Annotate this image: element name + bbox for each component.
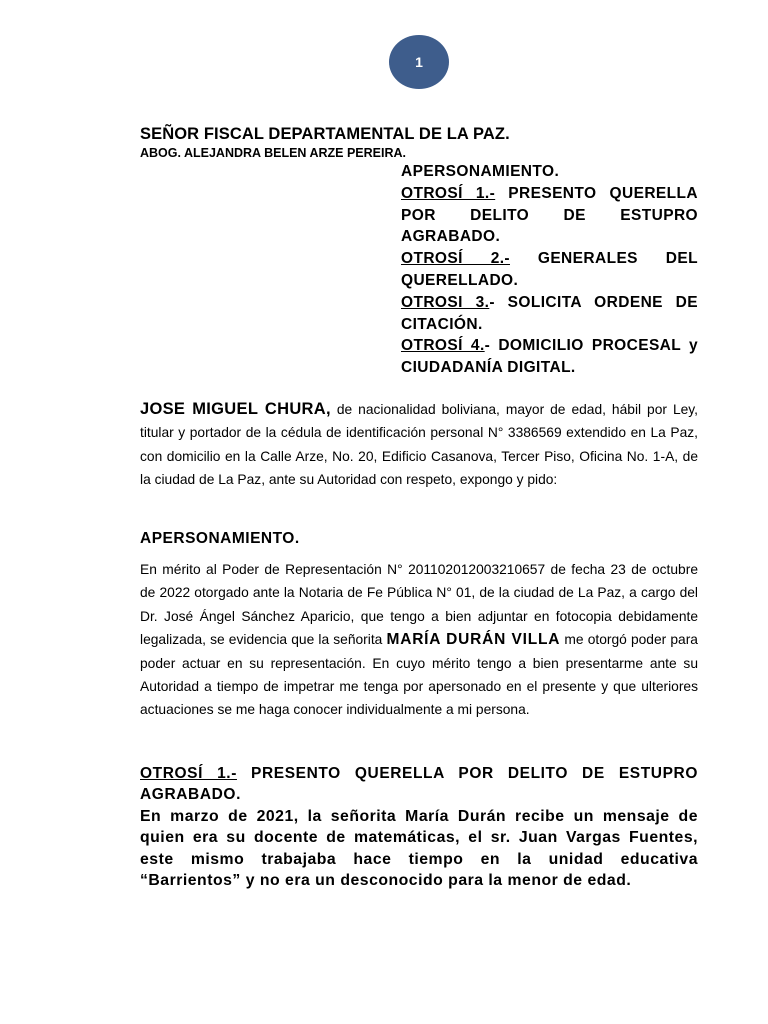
summary-item-otrosi-3 <box>401 292 698 336</box>
otrosi-1-label: OTROSÍ 1.- <box>140 765 237 782</box>
apersonamiento-text-after: me otorgó poder para poder actuar en su representación. En cuyo mérito tengo a bien presentarme ante su Autoridad a tiempo de impetrar me tenga por apersonado en el presente y que ulteriores actuaciones se me haga conocer individualmente a mi persona. <box>140 632 698 718</box>
section-heading-apersonamiento: APERSONAMIENTO. <box>140 530 300 547</box>
plaintiff-name: JOSE MIGUEL CHURA, <box>140 400 331 418</box>
intro-paragraph <box>140 398 698 492</box>
summary-item-otrosi-2-label: OTROSÍ 2.- <box>401 250 510 268</box>
summary-item-apersonamiento: APERSONAMIENTO. <box>401 163 560 180</box>
page-number-badge <box>389 35 449 89</box>
petition-summary <box>401 161 698 379</box>
summary-item-otrosi-1-text: PRESENTO QUERELLA POR DELITO DE ESTUPRO AGRABADO. <box>401 184 698 246</box>
summary-item-otrosi-3-text: - SOLICITA ORDENE DE CITACIÓN. <box>401 293 698 333</box>
summary-item-otrosi-1-label: OTROSÍ 1.- <box>401 184 496 202</box>
otrosi-1-text: PRESENTO QUERELLA POR DELITO DE ESTUPRO AGRABADO. <box>140 765 698 803</box>
facts-paragraph: En marzo de 2021, la señorita María Durán recibe un mensaje de quien era su docente de matemáticas, el sr. Juan Vargas Fuentes, este mismo trabajaba hace tiempo en la unidad educativa “Barrientos” y no era un desconocido para la menor de edad. <box>140 808 698 889</box>
page-number: 1 <box>415 54 423 70</box>
summary-item-otrosi-4-label: OTROSÍ 4. <box>401 337 485 355</box>
apersonamiento-text-before: En mérito al Poder de Representación N° 201102012003210657 de fecha 23 de octubre de 2022 otorgado ante la Notaria de Fe Pública N° 01, de la ciudad de La Paz, a cargo del Dr. José Ángel Sánchez Aparicio, que tengo a bien adjuntar en fotocopia debidamente legalizada, se evidencia que la señorita <box>140 562 698 648</box>
summary-item-otrosi-4-text: - DOMICILIO PROCESAL y CIUDADANÍA DIGITAL. <box>401 337 698 377</box>
represented-party-name: MARÍA DURÁN VILLA <box>386 631 561 649</box>
document-addressee: SEÑOR FISCAL DEPARTAMENTAL DE LA PAZ. <box>140 125 510 143</box>
document-addressee-name: ABOG. ALEJANDRA BELEN ARZE PEREIRA. <box>140 146 406 160</box>
summary-item-otrosi-2 <box>401 248 698 292</box>
summary-item-otrosi-4 <box>401 335 698 379</box>
section-heading-otrosi-1 <box>140 763 698 805</box>
summary-item-otrosi-1 <box>401 183 698 248</box>
summary-item-otrosi-2-text: GENERALES DEL QUERELLADO. <box>401 250 698 289</box>
intro-text: de nacionalidad boliviana, mayor de edad, hábil por Ley, titular y portador de la cédula de identificación personal N° 3386569 extendido en La Paz, con domicilio en la Calle Arze, No. 20, Edificio Casanova, Tercer Piso, Oficina No. 1-A, de la ciudad de La Paz, ante su Autoridad con respeto, expongo y pido: <box>140 402 698 488</box>
apersonamiento-paragraph <box>140 558 698 722</box>
summary-item-otrosi-3-label: OTROSI 3. <box>401 293 490 311</box>
